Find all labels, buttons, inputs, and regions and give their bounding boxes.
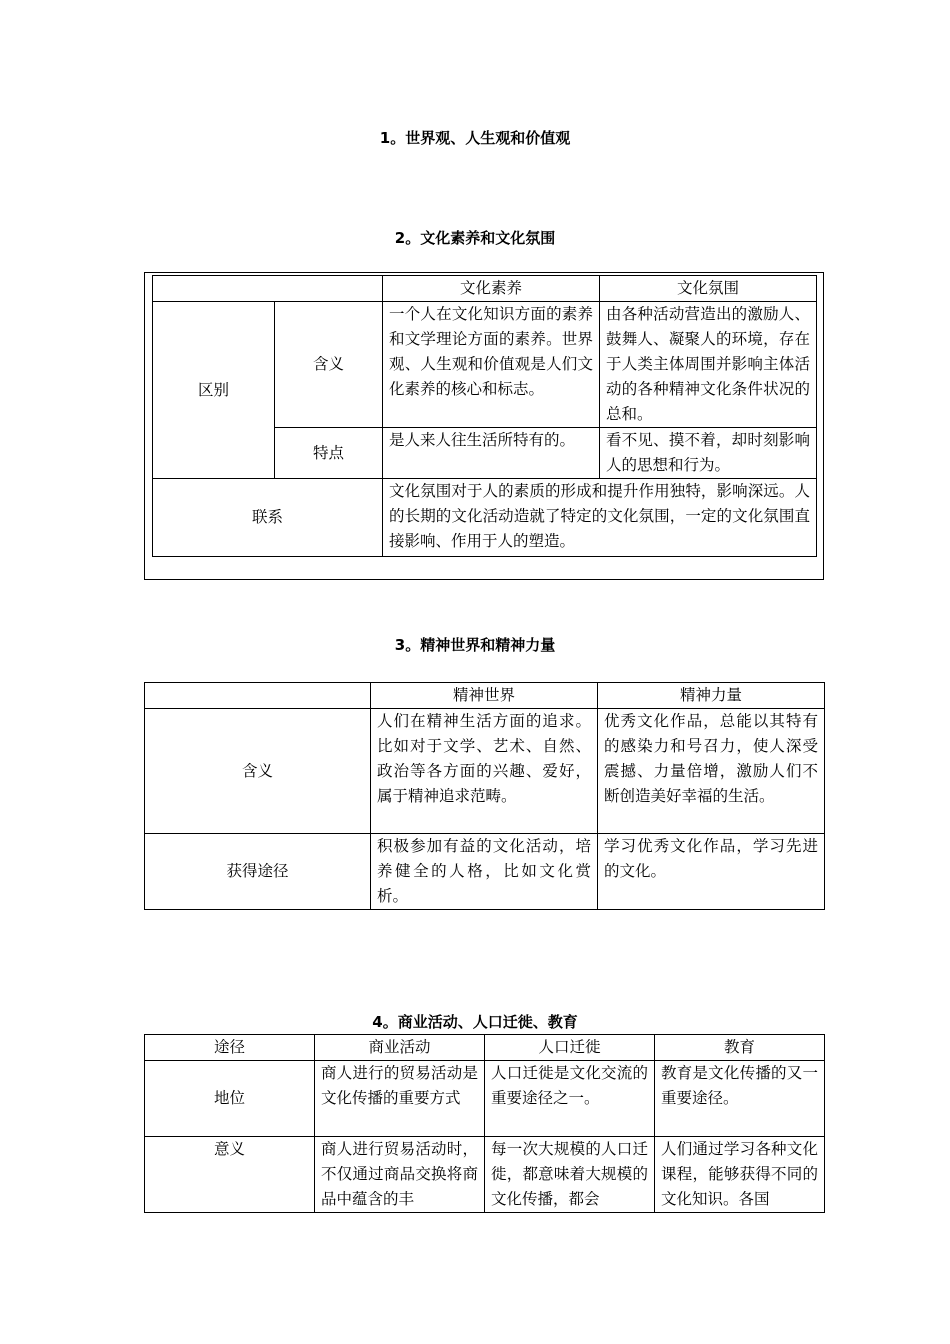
header-jingshen-liliang: 精神力量 xyxy=(598,683,825,709)
table-cell: 人们在精神生活方面的追求。比如对于文学、艺术、自然、政治等各方面的兴趣、爱好，属于精神追求范畴。 xyxy=(371,709,598,834)
row-group-label: 区别 xyxy=(153,302,275,479)
table-row xyxy=(145,1061,825,1137)
section3-title: 3。精神世界和精神力量 xyxy=(394,636,556,654)
section1-title: 1。世界观、人生观和价值观 xyxy=(379,129,571,147)
table-header-row xyxy=(145,683,825,709)
row-label: 联系 xyxy=(153,479,383,557)
header-tujing: 途径 xyxy=(145,1035,315,1061)
table-cell: 商人进行的贸易活动是文化传播的重要方式 xyxy=(315,1061,485,1137)
table-cell: 教育是文化传播的又一重要途径。 xyxy=(655,1061,825,1137)
row-label: 意义 xyxy=(145,1137,315,1213)
table-row xyxy=(153,479,817,557)
table-row xyxy=(145,834,825,910)
section2-table xyxy=(152,275,817,557)
table-cell: 每一次大规模的人口迁徙，都意味着大规模的文化传播，都会 xyxy=(485,1137,655,1213)
header-wenhua-fenwei: 文化氛围 xyxy=(600,276,817,302)
table-cell: 是人来人往生活所特有的。 xyxy=(383,428,600,479)
header-empty-cell xyxy=(145,683,371,709)
row-label: 地位 xyxy=(145,1061,315,1137)
table-header-row xyxy=(153,276,817,302)
table-cell: 文化氛围对于人的素质的形成和提升作用独特，影响深远。人的长期的文化活动造就了特定的文化氛围，一定的文化氛围直接影响、作用于人的塑造。 xyxy=(383,479,817,557)
table-cell: 人口迁徙是文化交流的重要途径之一。 xyxy=(485,1061,655,1137)
row-label: 特点 xyxy=(275,428,383,479)
header-wenhua-suyang: 文化素养 xyxy=(383,276,600,302)
table-row xyxy=(145,1137,825,1213)
header-shangye-huodong: 商业活动 xyxy=(315,1035,485,1061)
table-row xyxy=(153,302,817,428)
table-header-row xyxy=(145,1035,825,1061)
row-label: 获得途径 xyxy=(145,834,371,910)
header-jiaoyu: 教育 xyxy=(655,1035,825,1061)
section4-table xyxy=(144,1034,825,1213)
table-row xyxy=(145,709,825,834)
row-label: 含义 xyxy=(145,709,371,834)
section3-table xyxy=(144,682,825,910)
table-cell: 商人进行贸易活动时，不仅通过商品交换将商品中蕴含的丰 xyxy=(315,1137,485,1213)
table-cell: 一个人在文化知识方面的素养和文学理论方面的素养。世界观、人生观和价值观是人们文化素养的核心和标志。 xyxy=(383,302,600,428)
table-cell: 优秀文化作品，总能以其特有的感染力和号召力，使人深受震撼、力量倍增，激励人们不断创造美好幸福的生活。 xyxy=(598,709,825,834)
header-renkou-qianxi: 人口迁徙 xyxy=(485,1035,655,1061)
table-cell: 学习优秀文化作品，学习先进的文化。 xyxy=(598,834,825,910)
row-label: 含义 xyxy=(275,302,383,428)
table-cell: 由各种活动营造出的激励人、鼓舞人、凝聚人的环境，存在于人类主体周围并影响主体活动的各种精神文化条件状况的总和。 xyxy=(600,302,817,428)
section2-title: 2。文化素养和文化氛围 xyxy=(394,229,556,247)
header-empty-cell xyxy=(153,276,383,302)
table-cell: 看不见、摸不着，却时刻影响人的思想和行为。 xyxy=(600,428,817,479)
table-cell: 人们通过学习各种文化课程，能够获得不同的文化知识。各国 xyxy=(655,1137,825,1213)
header-jingshen-shijie: 精神世界 xyxy=(371,683,598,709)
section4-title: 4。商业活动、人口迁徙、教育 xyxy=(372,1013,578,1031)
table-cell: 积极参加有益的文化活动，培养健全的人格，比如文化赏析。 xyxy=(371,834,598,910)
